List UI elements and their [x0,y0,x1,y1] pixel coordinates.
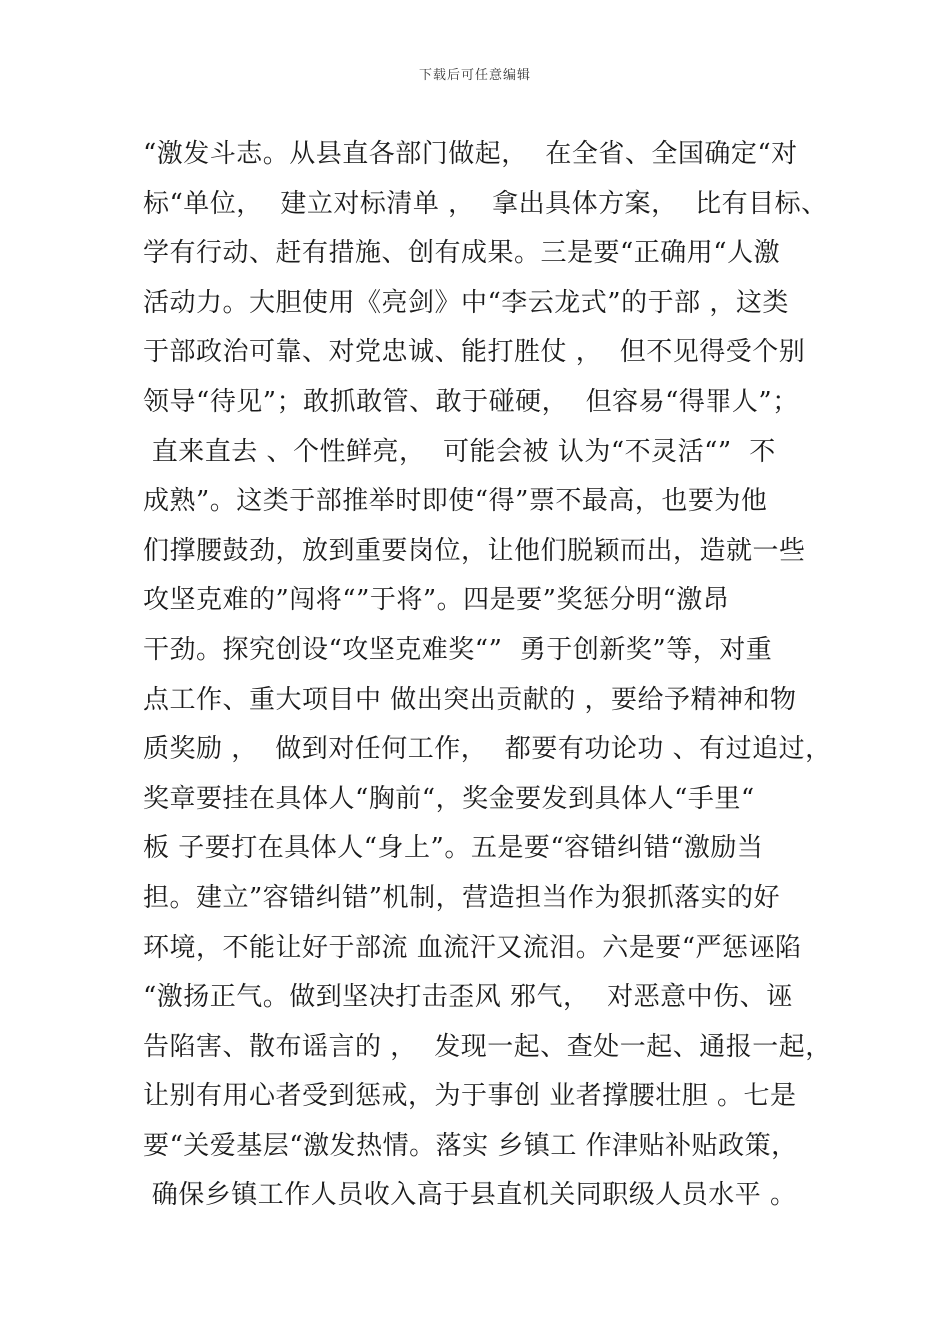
text-line: 要“关爱基层“激发热情。落实 乡镇工 作津贴补贴政策， [143,1130,798,1161]
text-line: 直来直去 、个性鲜亮， 可能会被 认为“不灵活“” 不 [143,436,776,467]
text-line: 环境，不能让好于部流 血流汗又流泪。六是要“严惩诬陷 [143,932,802,963]
text-line: 活动力。大胆使用《亮剑》中“李云龙式”的于部 ，这类 [143,287,789,318]
text-line: 板 子要打在具体人“身上”。五是要“容错纠错“激励当 [143,833,764,864]
page-header: 下载后可任意编辑 [418,68,531,83]
text-line: 质奖励 ， 做到对任何工作， 都要有功论功 、有过追过， [143,734,832,765]
text-line: 标“单位， 建立对标清单 ， 拿出具体方案， 比有目标、 [143,188,828,219]
body-text [143,130,843,1221]
text-line: “激发斗志。从县直各部门做起， 在全省、全国确定“对 [143,139,798,169]
text-line: 领导“待见”；敢抓敢管、敢于碰硬， 但容易“得罪人”； [143,386,799,417]
text-line: 让别有用心者受到惩戒，为于事创 业者撑腰壮胆 。七是 [143,1081,797,1112]
text-line: 担。建立”容错纠错”机制，营造担当作为狠抓落实的好 [143,882,781,913]
text-line: 们撑腰鼓劲，放到重要岗位，让他们脱颖而出，造就一些 [143,535,806,566]
text-line: 攻坚克难的”闯将“”于将”。四是要”奖惩分明“激昂 [143,585,730,616]
text-line: “激扬正气。做到坚决打击歪风 邪气， 对恶意中伤、诬 [143,982,793,1013]
text-line: 确保乡镇工作人员收入高于县直机关同职级人员水平 。 [143,1180,797,1211]
text-line: 学有行动、赶有措施、创有成果。三是要“正确用“人激 [143,238,781,269]
text-line: 点工作、重大项目中 做出突出贡献的 ，要给予精神和物 [143,684,797,715]
text-line: 干劲。探究创设“攻坚克难奖“” 勇于创新奖”等，对重 [143,634,773,665]
text-line: 奖章要挂在具体人“胸前“，奖金要发到具体人“手里“ [143,783,755,814]
text-line: 成熟”。这类于部推举时即使“得”票不最高，也要为他 [143,486,768,517]
text-line: 告陷害、散布谣言的 ， 发现一起、查处一起、通报一起， [143,1031,832,1062]
text-line: 于部政治可靠、对党忠诚、能打胜仗 ， 但不见得受个别 [143,337,806,368]
